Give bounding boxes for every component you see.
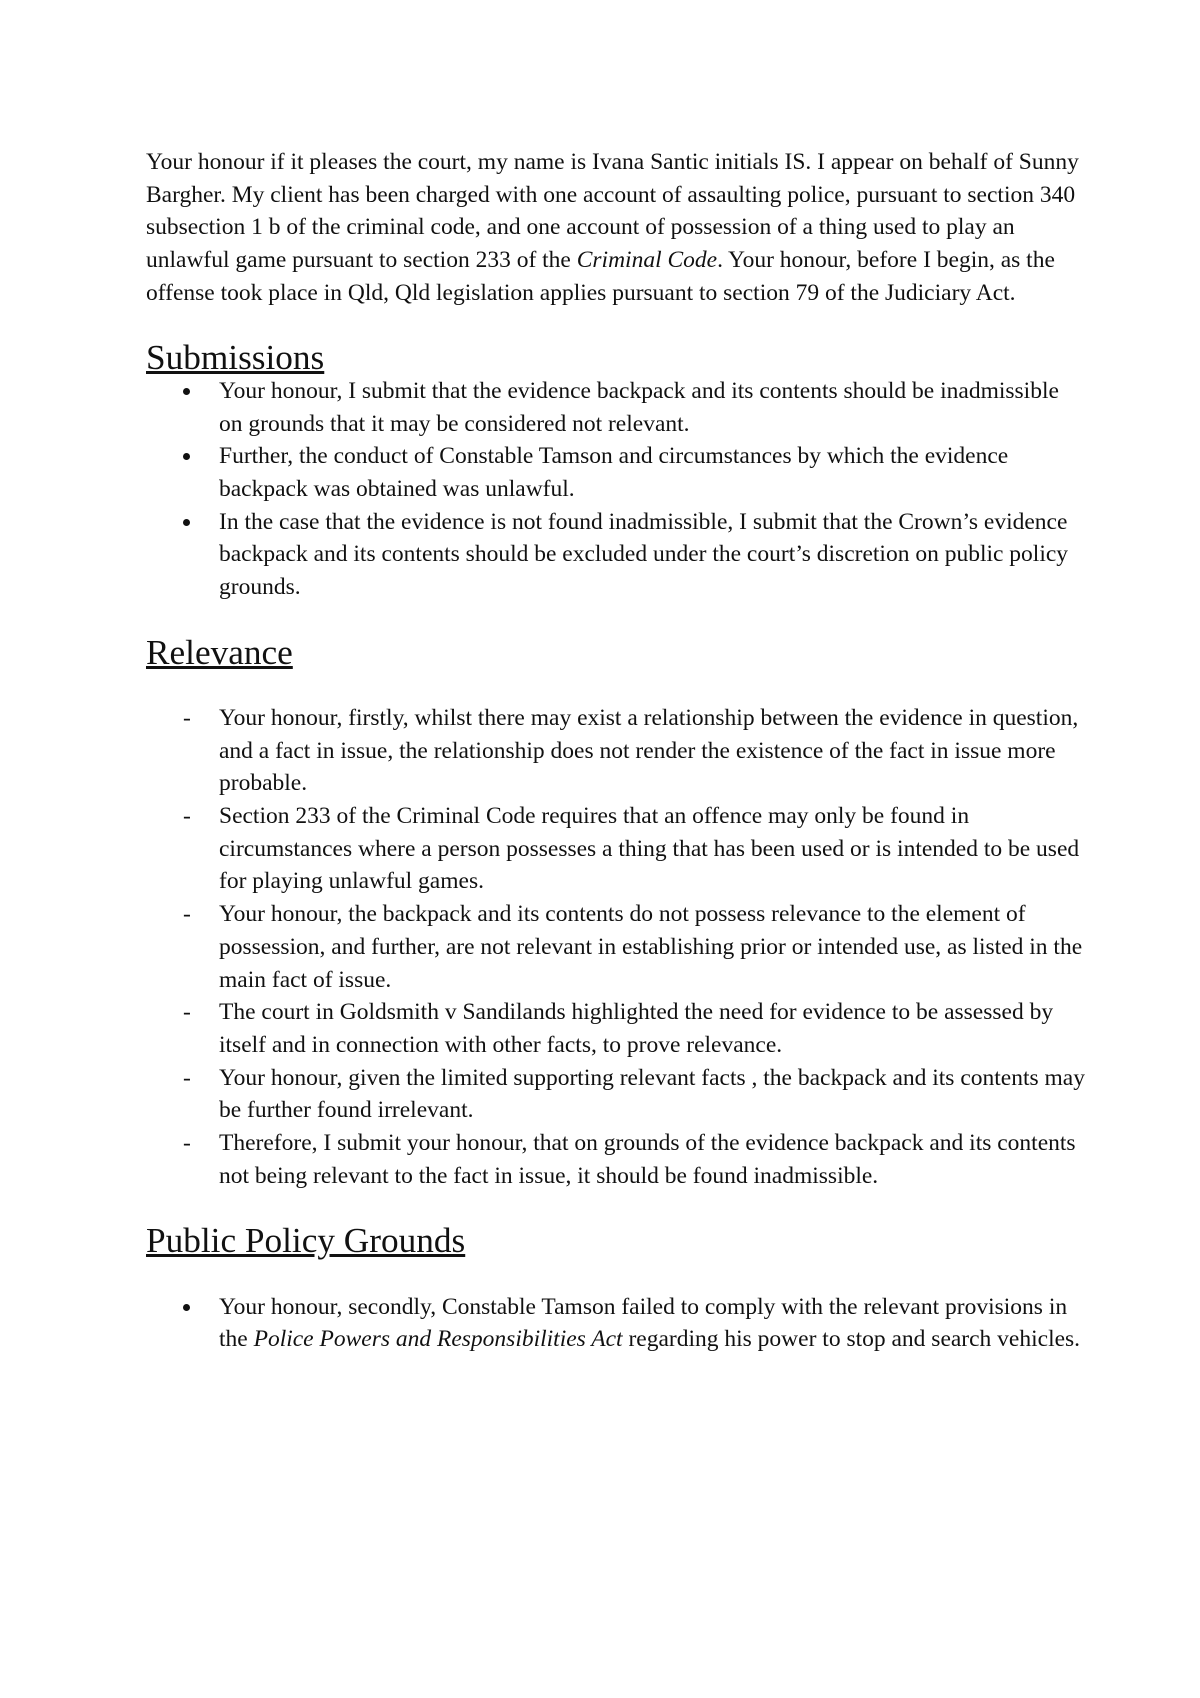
spacer xyxy=(146,1258,1086,1291)
relevance-item xyxy=(146,1127,1086,1192)
relevance-item xyxy=(146,1062,1086,1127)
intro-paragraph xyxy=(146,146,1086,310)
bullet-icon xyxy=(183,1291,203,1324)
dash-marker: - xyxy=(183,999,191,1026)
dash-marker: - xyxy=(183,901,191,928)
submissions-item-text: Further, the conduct of Constable Tamson and circumstances by which the evidence backpack was obtained was unlawful. xyxy=(219,443,1009,503)
public-policy-text-1: Your honour, secondly, Constable Tamson failed to comply with the relevant provisions in the xyxy=(219,1293,1068,1353)
relevance-item xyxy=(146,800,1086,898)
relevance-heading: Relevance xyxy=(146,632,293,672)
relevance-item-text: The court in Goldsmith v Sandilands highlighted the need for evidence to be assessed by itself and in connection with other facts, to prove relevance. xyxy=(219,999,1054,1058)
relevance-item-text: Your honour, the backpack and its contents do not possess relevance to the element of possession, and further, are not relevant in establishing prior or intended use, as listed in the main fact of issue. xyxy=(219,901,1083,993)
relevance-item-text: Your honour, given the limited supporting relevant facts , the backpack and its contents may be further found irrelevant. xyxy=(219,1064,1085,1124)
bullet-icon xyxy=(183,440,203,473)
intro-text-2: . Your honour, before I begin, as the offense took place in Qld, Qld legislation applies pursuant to section 79 of the Judiciary Act. xyxy=(146,247,1055,306)
document-body xyxy=(146,146,1086,1356)
public-policy-text-2: regarding his power to stop and search vehicles. xyxy=(622,1326,1081,1353)
relevance-item-text: Section 233 of the Criminal Code requires that an offence may only be found in circumstances where a person possesses a thing that has been used or is intended to be used for playing unlawful games. xyxy=(219,803,1080,895)
public-policy-item xyxy=(146,1291,1086,1356)
submissions-item xyxy=(146,440,1086,505)
relevance-item xyxy=(146,996,1086,1061)
bullet-icon xyxy=(183,375,203,408)
relevance-item xyxy=(146,898,1086,996)
submissions-heading: Submissions xyxy=(146,338,325,378)
submissions-item xyxy=(146,506,1086,604)
submissions-item-text: In the case that the evidence is not found inadmissible, I submit that the Crown’s evidence backpack and its contents should be excluded under the court’s discretion on public policy grounds. xyxy=(219,508,1069,601)
dash-marker: - xyxy=(183,1130,191,1157)
relevance-item xyxy=(146,702,1086,800)
ppra-act-italic: Police Powers and Responsibilities Act xyxy=(253,1326,623,1353)
submissions-list xyxy=(146,375,1086,604)
relevance-item-text: Therefore, I submit your honour, that on grounds of the evidence backpack and its contents not being relevant to the fact in issue, it should be found inadmissible. xyxy=(219,1130,1076,1189)
submissions-item xyxy=(146,375,1086,440)
intro-text-1: Your honour if it pleases the court, my name is Ivana Santic initials IS. I appear on behalf of Sunny Bargher. My client has been charged with one account of assaulting police, pursuant to section 340 subsection 1 b of the criminal code, and one account of possession of a thing used to play an unlawful game pursuant to section 233 of the xyxy=(146,149,1079,274)
intro-criminal-code-italic: Criminal Code xyxy=(576,247,718,274)
dash-marker: - xyxy=(183,803,191,830)
submissions-item-text: Your honour, I submit that the evidence backpack and its contents should be inadmissible on grounds that it may be considered not relevant. xyxy=(219,377,1059,437)
relevance-list xyxy=(146,702,1086,1193)
public-policy-heading: Public Policy Grounds xyxy=(146,1221,466,1261)
dash-marker: - xyxy=(183,704,191,731)
bullet-icon xyxy=(183,506,203,539)
spacer xyxy=(146,669,1086,702)
public-policy-list xyxy=(146,1291,1086,1356)
relevance-item-text: Your honour, firstly, whilst there may exist a relationship between the evidence in question, and a fact in issue, the relationship does not render the existence of the fact in issue more probable. xyxy=(219,704,1079,797)
spacer xyxy=(146,604,1086,637)
dash-marker: - xyxy=(183,1064,191,1091)
